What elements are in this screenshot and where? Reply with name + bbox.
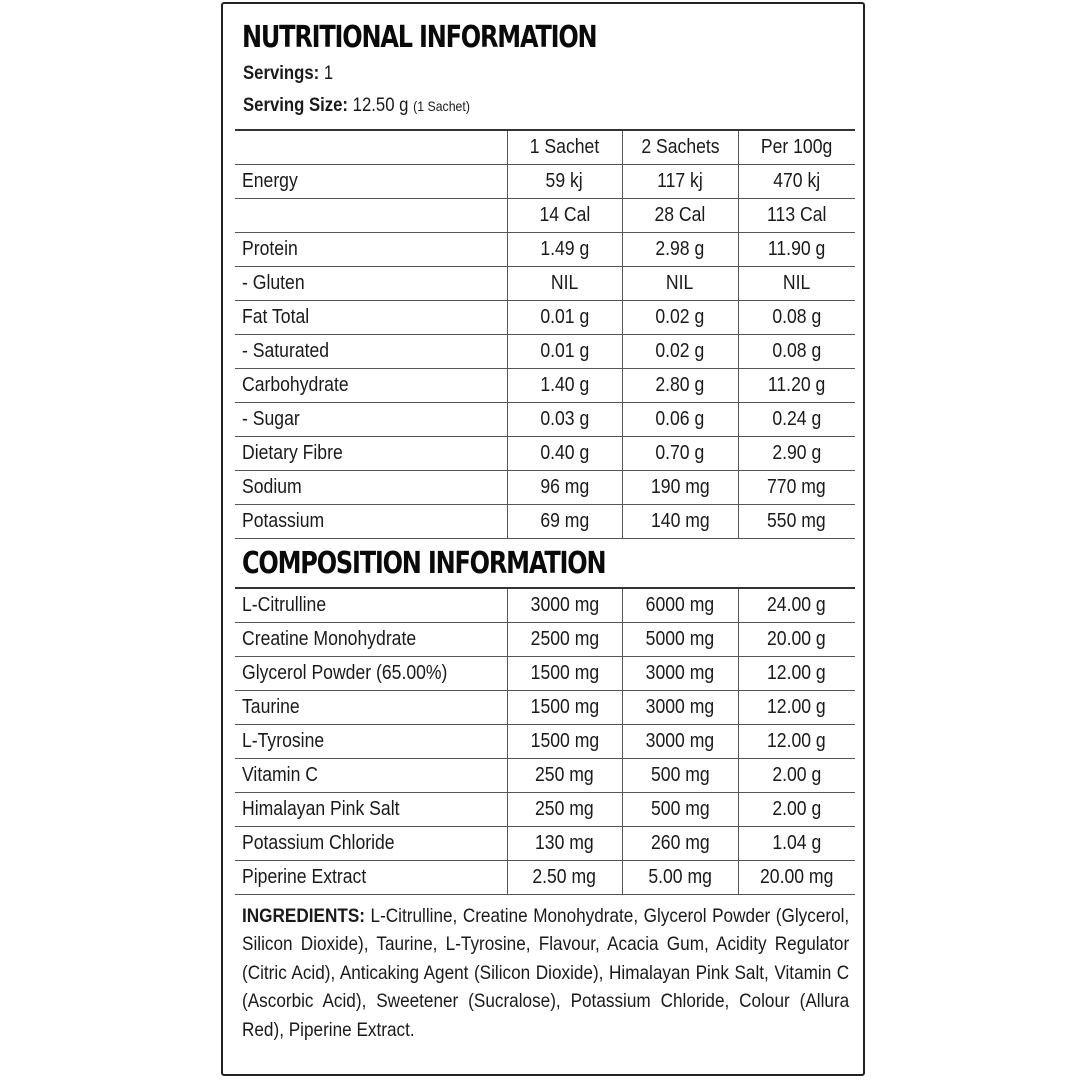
nutrient-label-text: Fat Total (242, 306, 310, 328)
nutrient-value-text: 11.90 g (768, 238, 826, 260)
nutrient-value (622, 403, 738, 437)
composition-table (235, 587, 855, 895)
nutrient-label (235, 267, 507, 301)
component-label (235, 725, 507, 759)
component-value (507, 861, 622, 895)
column-header (622, 130, 738, 165)
column-header (738, 130, 855, 165)
nutrient-label (235, 437, 507, 471)
component-value-text: 500 mg (650, 764, 710, 786)
nutrient-value (738, 233, 855, 267)
component-value-text: 12.00 g (767, 730, 827, 752)
component-label (235, 657, 507, 691)
nutrient-value-text: 550 mg (767, 510, 827, 532)
serving-size-note: (1 Sachet) (413, 98, 470, 114)
column-header-text: 2 Sachets (640, 136, 720, 158)
component-value-text: 260 mg (650, 832, 710, 854)
component-value (622, 725, 738, 759)
ingredients-block (242, 902, 850, 1044)
nutrition-title: NUTRITIONAL INFORMATION (242, 20, 597, 55)
nutrient-value (738, 471, 855, 505)
servings-value: 1 (323, 63, 334, 84)
nutrient-value (507, 199, 622, 233)
component-value-text: 2500 mg (530, 628, 599, 650)
nutrient-value-text: 0.70 g (655, 442, 705, 464)
nutrient-value-text: 69 mg (540, 510, 589, 532)
component-value (622, 793, 738, 827)
nutrient-label (235, 505, 507, 539)
table-row (235, 267, 855, 301)
nutrient-value-text: 0.01 g (540, 306, 589, 328)
nutrient-value (738, 505, 855, 539)
component-value (622, 861, 738, 895)
component-value (738, 725, 855, 759)
component-value-text: 2.00 g (772, 798, 822, 820)
nutrient-value-text: 470 kj (773, 170, 821, 192)
nutrient-value-text: 190 mg (650, 476, 710, 498)
component-label (235, 793, 507, 827)
nutrient-value (738, 301, 855, 335)
nutrient-label (235, 165, 507, 199)
nutrient-value (622, 505, 738, 539)
nutrient-value (507, 267, 622, 301)
component-label (235, 588, 507, 623)
nutrient-value-text: 0.02 g (655, 340, 705, 362)
table-row (235, 437, 855, 471)
nutrient-value (622, 233, 738, 267)
component-label-text: Glycerol Powder (65.00%) (242, 662, 448, 684)
nutrient-label-text: Carbohydrate (242, 374, 349, 396)
component-value-text: 5.00 mg (648, 866, 712, 888)
nutrient-value-text: 0.02 g (655, 306, 705, 328)
table-row (235, 827, 855, 861)
component-value (622, 623, 738, 657)
nutrient-value (507, 403, 622, 437)
table-row (235, 301, 855, 335)
nutrient-label-text: - Gluten (242, 272, 305, 294)
component-label-text: Creatine Monohydrate (242, 628, 417, 650)
nutrient-value (738, 437, 855, 471)
component-value (507, 657, 622, 691)
nutrient-value-text: NIL (783, 272, 811, 294)
nutrient-value-text: 11.20 g (768, 374, 826, 396)
table-row (235, 725, 855, 759)
component-value-text: 3000 mg (645, 662, 715, 684)
nutrient-label-text: Sodium (242, 476, 302, 498)
component-value (738, 793, 855, 827)
nutrient-value-text: 117 kj (657, 170, 703, 192)
nutrient-value-text: 0.08 g (772, 306, 822, 328)
component-value (622, 759, 738, 793)
nutrient-value-text: 1.40 g (540, 374, 589, 396)
nutrient-label-text: - Sugar (242, 408, 300, 430)
nutrient-label (235, 335, 507, 369)
nutrient-label-text: - Saturated (242, 340, 330, 362)
nutrient-value-text: 0.06 g (655, 408, 705, 430)
table-row (235, 657, 855, 691)
nutrient-label-text: Energy (242, 170, 298, 192)
component-value-text: 5000 mg (645, 628, 715, 650)
component-label-text: Taurine (242, 696, 300, 718)
nutrient-value (507, 233, 622, 267)
table-header-row (235, 130, 855, 165)
component-value (738, 691, 855, 725)
nutrient-value (738, 335, 855, 369)
nutrient-value (622, 471, 738, 505)
component-value-text: 24.00 g (767, 594, 827, 616)
component-value-text: 12.00 g (767, 662, 827, 684)
nutrient-value (507, 369, 622, 403)
nutrient-value (738, 403, 855, 437)
nutrient-value-text: 14 Cal (539, 204, 590, 226)
nutrient-value (622, 335, 738, 369)
nutrient-label-text: Protein (242, 238, 298, 260)
nutrient-label (235, 301, 507, 335)
component-value-text: 1.04 g (772, 832, 822, 854)
nutrient-value (622, 267, 738, 301)
component-label-text: Himalayan Pink Salt (242, 798, 400, 820)
component-value-text: 2.00 g (772, 764, 822, 786)
nutrient-value (622, 165, 738, 199)
nutrient-value-text: 0.40 g (540, 442, 589, 464)
component-label (235, 623, 507, 657)
nutrient-value-text: 770 mg (767, 476, 827, 498)
component-value (738, 657, 855, 691)
component-label-text: Piperine Extract (242, 866, 367, 888)
nutrient-value (738, 199, 855, 233)
component-label-text: L-Tyrosine (242, 730, 325, 752)
nutrient-value-text: 2.98 g (655, 238, 705, 260)
nutrient-value (507, 335, 622, 369)
nutrient-value (507, 301, 622, 335)
component-value (738, 827, 855, 861)
component-value-text: 2.50 mg (532, 866, 597, 888)
component-value-text: 1500 mg (530, 730, 599, 752)
nutrient-value-text: 140 mg (650, 510, 710, 532)
component-value-text: 3000 mg (530, 594, 599, 616)
column-header (507, 130, 622, 165)
table-row (235, 759, 855, 793)
nutrient-value-text: 0.01 g (540, 340, 589, 362)
nutrient-label (235, 471, 507, 505)
table-row (235, 165, 855, 199)
component-value-text: 1500 mg (530, 662, 599, 684)
nutrient-value (507, 437, 622, 471)
nutrient-value-text: 96 mg (540, 476, 589, 498)
component-value (738, 623, 855, 657)
table-row (235, 588, 855, 623)
nutrient-value-text: NIL (666, 272, 694, 294)
nutrient-value-text: 2.80 g (655, 374, 705, 396)
component-value-text: 3000 mg (645, 696, 715, 718)
nutrient-value (622, 301, 738, 335)
component-value (622, 588, 738, 623)
nutrient-label (235, 369, 507, 403)
component-value (622, 691, 738, 725)
table-row (235, 861, 855, 895)
nutrient-label (235, 233, 507, 267)
component-value (507, 827, 622, 861)
nutrient-label-text: Potassium (242, 510, 325, 532)
component-value (507, 759, 622, 793)
servings-label: Servings: (243, 63, 320, 84)
nutrient-value-text: NIL (550, 272, 579, 294)
component-value-text: 12.00 g (767, 696, 827, 718)
table-row (235, 793, 855, 827)
nutrient-label (235, 199, 507, 233)
component-value-text: 6000 mg (645, 594, 715, 616)
component-value (507, 588, 622, 623)
component-value-text: 20.00 g (767, 628, 827, 650)
ingredients-text: L-Citrulline, Creatine Monohydrate, Glycerol Powder (Glycerol, Silicon Dioxide), Taurine, L-Tyrosine, Flavour, Acacia Gum, Acidity Regulator (Citric Acid), Anticaking Agent (Silicon Dioxide), Himalayan Pink Salt, Vitamin C (Ascorbic Acid), Sweetener (Sucralose), Potassium Chloride, Colour (Allura Red), Piperine Extract. (242, 905, 850, 1041)
column-header-text: 1 Sachet (529, 136, 600, 158)
component-value (622, 657, 738, 691)
column-header-text: Per 100g (761, 136, 833, 158)
nutrient-value (507, 165, 622, 199)
nutrient-value-text: 28 Cal (654, 204, 706, 226)
serving-size-value: 12.50 g (352, 95, 409, 116)
serving-size-label: Serving Size: (243, 95, 349, 116)
component-value (738, 588, 855, 623)
component-label (235, 759, 507, 793)
nutrient-value-text: 0.24 g (772, 408, 822, 430)
component-label (235, 691, 507, 725)
component-label-text: Vitamin C (242, 764, 318, 786)
component-value (507, 793, 622, 827)
component-value (622, 827, 738, 861)
component-value (507, 725, 622, 759)
component-label (235, 861, 507, 895)
nutrient-value-text: 59 kj (545, 170, 584, 192)
nutrient-value (622, 369, 738, 403)
table-row (235, 691, 855, 725)
serving-size-line (243, 95, 470, 117)
component-value (507, 691, 622, 725)
component-value-text: 3000 mg (645, 730, 715, 752)
nutrient-value-text: 0.03 g (540, 408, 589, 430)
table-row (235, 233, 855, 267)
component-value-text: 500 mg (650, 798, 710, 820)
table-row (235, 369, 855, 403)
header-blank-cell (235, 130, 507, 165)
nutrient-label-text: Dietary Fibre (242, 442, 343, 464)
component-value (738, 861, 855, 895)
nutrient-value-text: 2.90 g (772, 442, 822, 464)
component-value (738, 759, 855, 793)
nutrient-label (235, 403, 507, 437)
nutrient-value-text: 0.08 g (772, 340, 822, 362)
nutrient-value (507, 505, 622, 539)
component-value-text: 250 mg (535, 764, 594, 786)
nutrition-table (235, 129, 855, 539)
table-row (235, 505, 855, 539)
component-value-text: 130 mg (535, 832, 594, 854)
table-row (235, 335, 855, 369)
component-value-text: 250 mg (535, 798, 594, 820)
component-value-text: 20.00 mg (760, 866, 834, 888)
table-row (235, 403, 855, 437)
nutrient-value (738, 369, 855, 403)
table-row (235, 199, 855, 233)
composition-title: COMPOSITION INFORMATION (242, 546, 606, 581)
nutrient-value (738, 267, 855, 301)
nutrient-value-text: 113 Cal (767, 204, 827, 226)
table-row (235, 623, 855, 657)
nutrient-value-text: 1.49 g (540, 238, 589, 260)
nutrient-value (622, 199, 738, 233)
component-label-text: L-Citrulline (242, 594, 327, 616)
component-label-text: Potassium Chloride (242, 832, 395, 854)
ingredients-label: INGREDIENTS: (242, 905, 365, 927)
component-value (507, 623, 622, 657)
component-label (235, 827, 507, 861)
nutrient-value (507, 471, 622, 505)
servings-line (243, 63, 333, 85)
table-row (235, 471, 855, 505)
nutrient-value (622, 437, 738, 471)
component-value-text: 1500 mg (530, 696, 599, 718)
nutrient-value (738, 165, 855, 199)
